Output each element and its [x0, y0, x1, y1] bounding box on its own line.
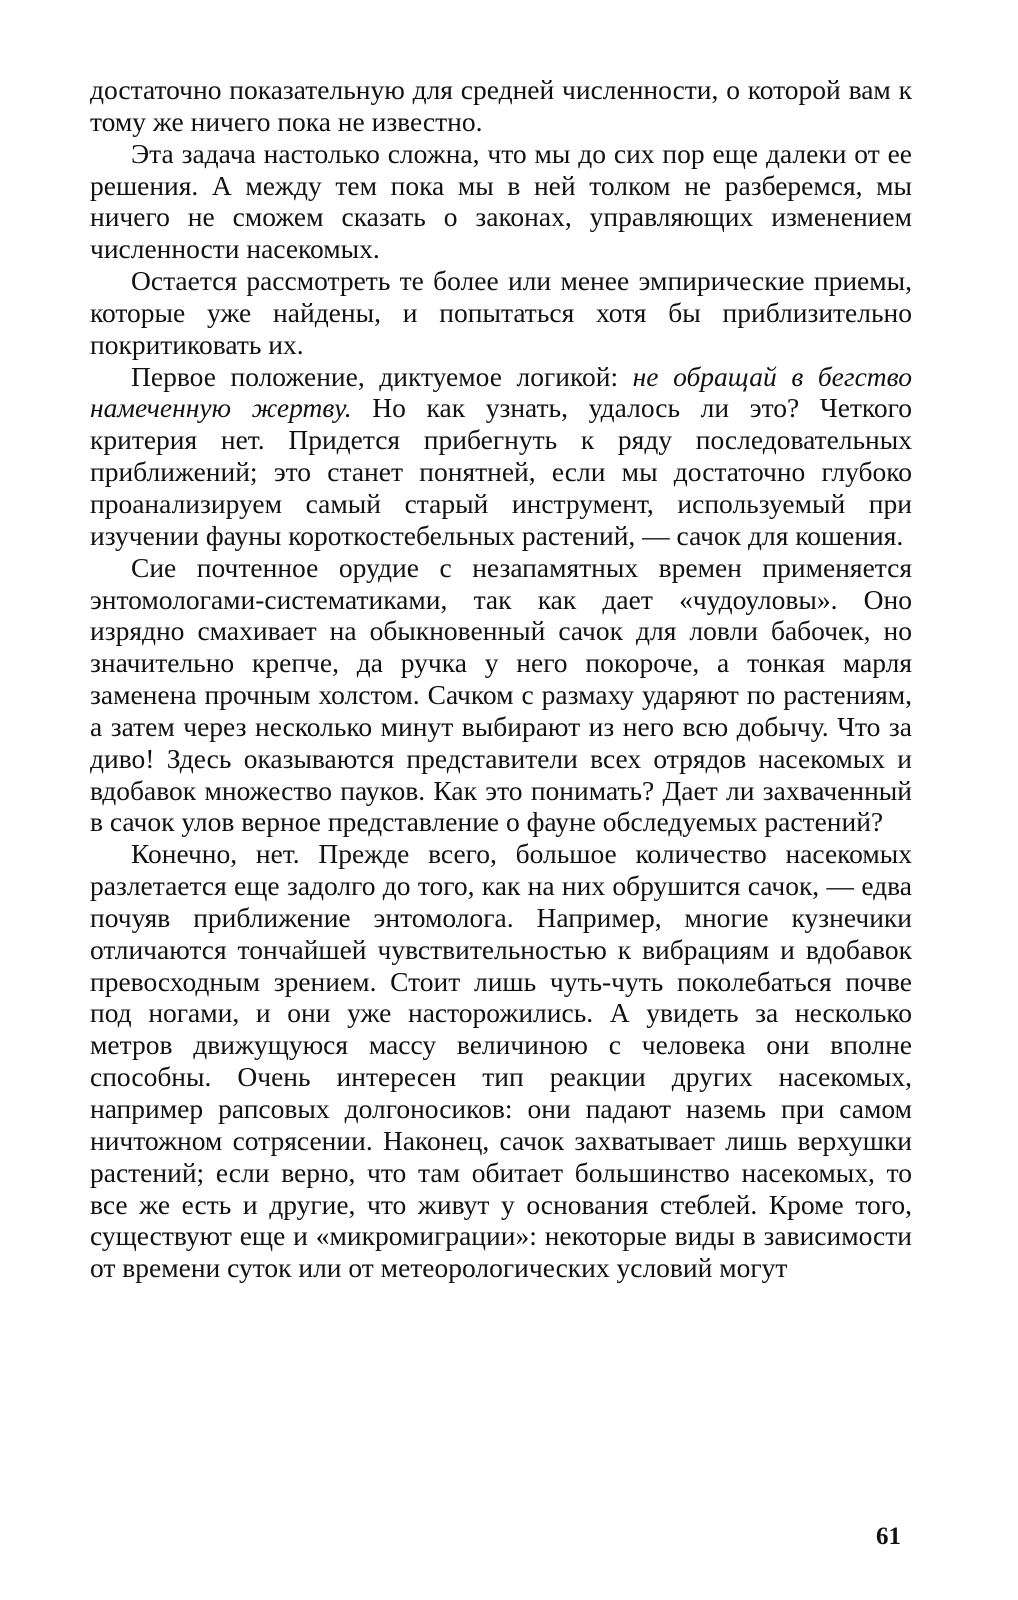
paragraph-5: Сие почтенное орудие с незапамятных времен применяется энтомологами-систематиками, так как дает «чудоуловы». Оно изрядно смахивает на обыкновенный сачок для ловли бабочек, но значительно крепче, да ручка у него покороче, а тонкая марля заменена прочным холстом. Сачком с размаху ударяют по растениям, а затем через несколько минут выбирают из него всю добычу. Что за диво! Здесь оказываются представители всех отрядов насекомых и вдобавок множество пауков. Как это понимать? Дает ли захваченный в сачок улов верное представление о фауне обследуемых растений?	[90, 551, 912, 838]
paragraph-6: Конечно, нет. Прежде всего, большое количество насекомых разлетается еще задолго до того, как на них обрушится сачок, — едва почуяв приближение энтомолога. Например, многие кузнечики отличаются тончайшей чувствительностью к вибрациям и вдобавок превосходным зрением. Стоит лишь чуть-чуть поколебаться почве под ногами, и они уже насторожились. А увидеть за несколько метров движущуюся массу величиною с человека они вполне способны. Очень интересен тип реакции других насекомых, например рапсовых долгоносиков: они падают наземь при самом ничтожном сотрясении. Наконец, сачок захватывает лишь верхушки растений; если верно, что там обитает большинство насекомых, то все же есть и другие, что живут у основания стеблей. Кроме того, существуют еще и «микромиграции»: некоторые виды в зависимости от времени суток или от метеорологических условий могут	[90, 838, 912, 1284]
paragraph-1: достаточно показательную для средней численности, о которой вам к тому же ничего пока не известно.	[90, 74, 912, 137]
page-body	[90, 74, 912, 1284]
paragraph-4-lead: Первое положение, диктуемое логикой:	[131, 360, 633, 392]
page-number: 61	[876, 1523, 901, 1550]
paragraph-2: Эта задача настолько сложна, что мы до сих пор еще далеки от ее решения. А между тем пока мы в ней толком не разберемся, мы ничего не сможем сказать о законах, управляющих изменением численности насекомых.	[90, 137, 912, 265]
paragraph-4	[90, 361, 912, 552]
italic-quote: не обращай в бегство намеченную жертву.	[90, 360, 912, 424]
paragraph-4-rest: Но как узнать, удалось ли это? Четкого критерия нет. Придется прибегнуть к ряду последовательных приближений; это станет понятней, если мы достаточно глубоко проанализируем самый старый инструмент, используемый при изучении фауны короткостебельных растений, — сачок для кошения.	[90, 392, 912, 551]
paragraph-3: Остается рассмотреть те более или менее эмпирические приемы, которые уже найдены, и попытаться хотя бы приблизительно покритиковать их.	[90, 265, 912, 360]
